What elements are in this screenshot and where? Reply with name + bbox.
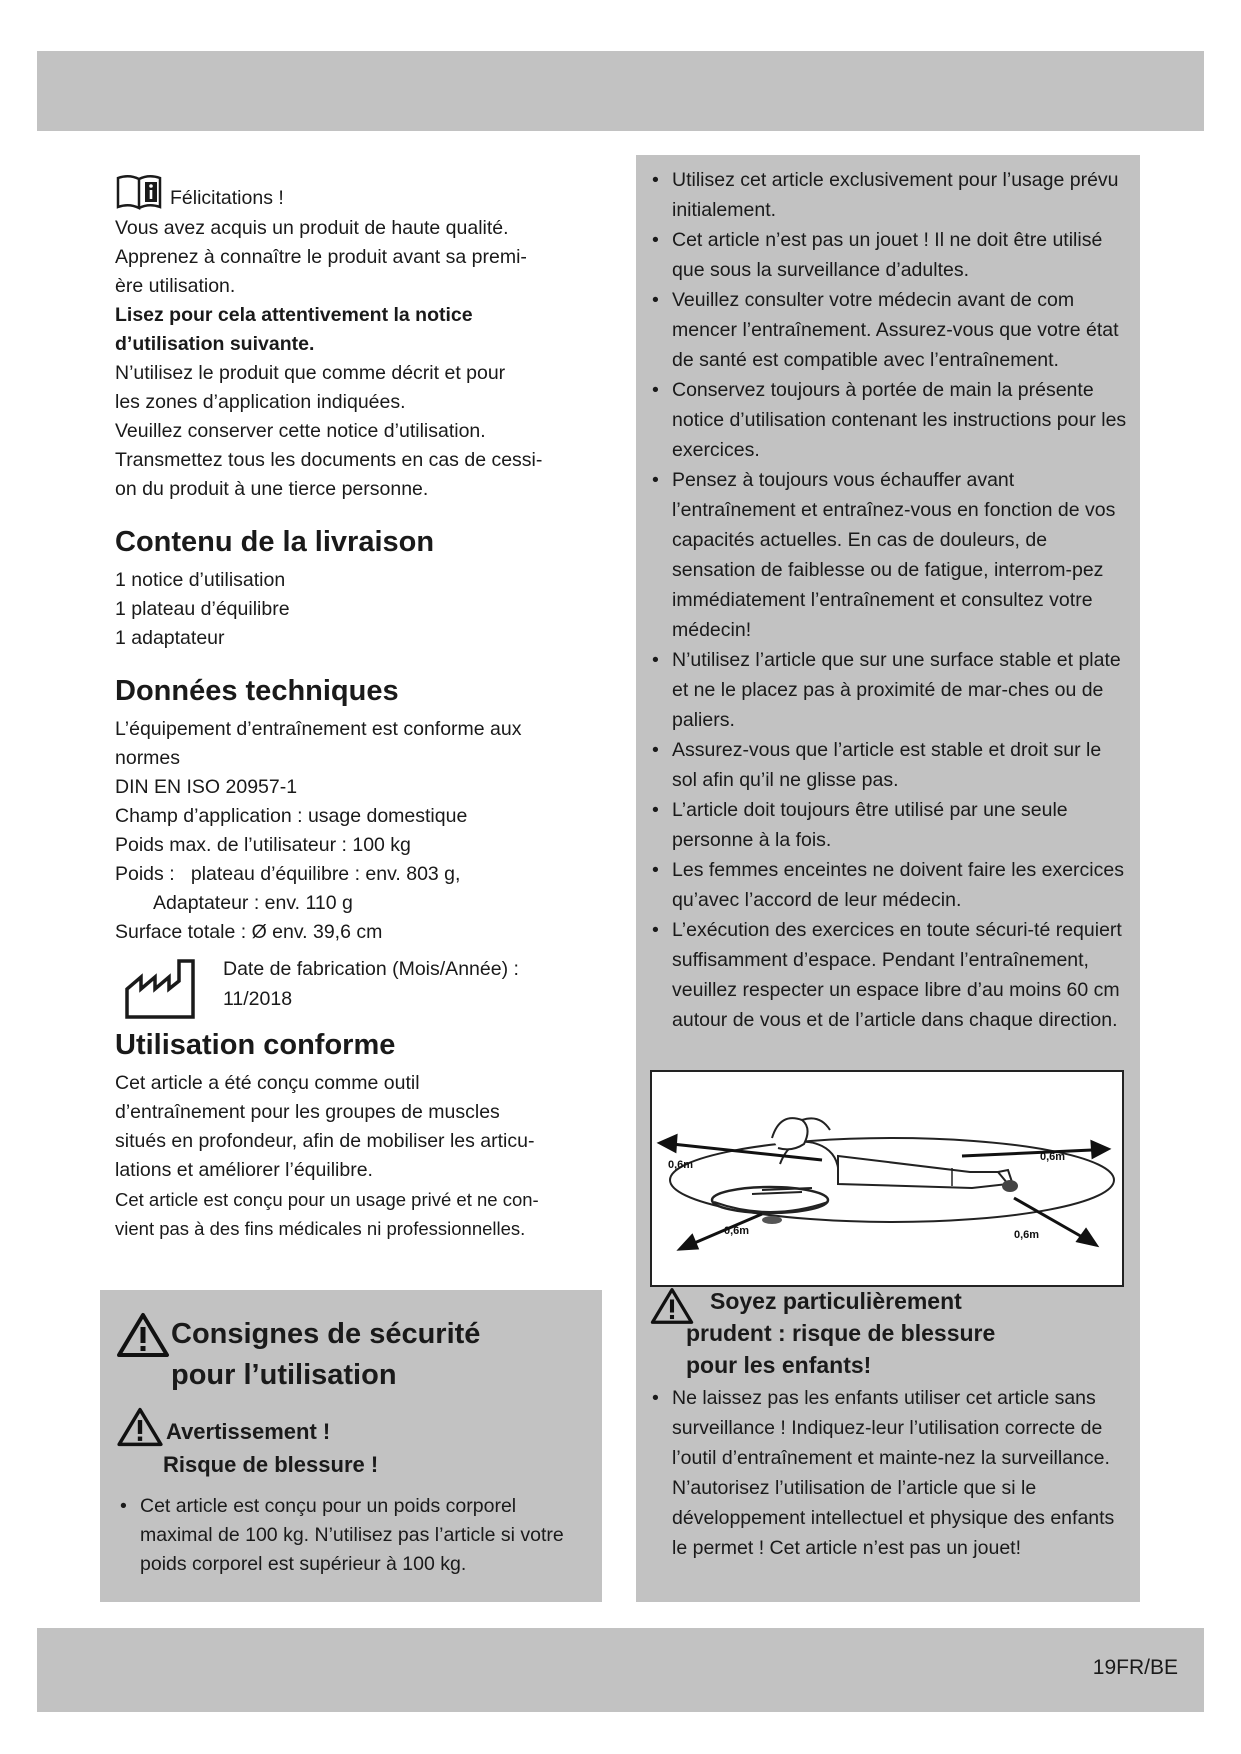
safety-heading: Consignes de sécurité	[171, 1318, 481, 1350]
technical-line: Adaptateur : env. 110 g	[153, 892, 353, 914]
technical-line: normes	[115, 747, 181, 769]
safety-heading: pour l’utilisation	[171, 1359, 397, 1391]
technical-line: Poids : plateau d’équilibre : env. 803 g,	[115, 863, 461, 885]
children-warning-title: pour les enfants!	[686, 1352, 872, 1378]
intro-line: Veuillez conserver cette notice d’utilisation.	[115, 420, 486, 442]
delivery-heading: Contenu de la livraison	[115, 526, 435, 558]
right-column-box	[636, 155, 1140, 1602]
intro-bold-line: d’utilisation suivante.	[115, 333, 315, 355]
header-band	[37, 51, 1204, 131]
intro-title-row	[115, 180, 595, 214]
intended-use-heading: Utilisation conforme	[115, 1029, 396, 1061]
delivery-item: 1 notice d’utilisation	[115, 569, 286, 591]
warning-triangle-icon	[116, 1312, 170, 1363]
intended-use-line: lations et améliorer l’équilibre.	[115, 1159, 373, 1181]
children-warning-title: prudent : risque de blessure	[686, 1320, 996, 1346]
intro-line: Apprenez à connaître le produit avant sa premi-	[115, 246, 527, 268]
technical-line: Champ d’application : usage domestique	[115, 805, 468, 827]
safety-bullet: • Utilisez cet article exclusivement pour l’usage prévu initialement.	[650, 165, 1128, 225]
safety-bullet-list	[118, 1492, 588, 1579]
delivery-item: 1 adaptateur	[115, 627, 225, 649]
warning-subtitle: Risque de blessure !	[163, 1452, 379, 1477]
illustration-label: 0,6m	[1014, 1229, 1040, 1241]
intended-use-line: Cet article a été conçu comme outil	[115, 1072, 420, 1094]
safety-instructions-list	[650, 165, 1128, 1035]
safety-box	[100, 1290, 602, 1602]
exercise-illustration	[650, 1070, 1124, 1287]
intro-line: Transmettez tous les documents en cas de cessi-	[115, 449, 543, 471]
safety-bullet: • Veuillez consulter votre médecin avant de com mencer l’entraînement. Assurez-vous que votre état de santé est compatible avec l’entraînement.	[650, 285, 1128, 375]
safety-bullet: • L’article doit toujours être utilisé par une seule personne à la fois.	[650, 795, 1128, 855]
manufacture-date-row	[115, 955, 595, 1015]
manufacture-label: Date de fabrication (Mois/Année) :	[223, 958, 519, 980]
intro-line: ère utilisation.	[115, 275, 236, 297]
warning-triangle-icon	[650, 1287, 694, 1330]
children-warning	[650, 1285, 1120, 1563]
children-bullet-list	[650, 1383, 1120, 1563]
intro-title: Félicitations !	[170, 187, 284, 209]
intended-use-line: vient pas à des fins médicales ni professionnelles.	[115, 1218, 526, 1239]
intended-use-line: d’entraînement pour les groupes de muscles	[115, 1101, 500, 1123]
intro-line: on du produit à une tierce personne.	[115, 478, 429, 500]
technical-line: Poids max. de l’utilisateur : 100 kg	[115, 834, 411, 856]
warning-title: Avertissement !	[166, 1419, 331, 1444]
safety-bullet: • Les femmes enceintes ne doivent faire les exercices qu’avec l’accord de leur médecin.	[650, 855, 1128, 915]
illustration-label: 0,6m	[668, 1159, 694, 1171]
intended-use-line: situés en profondeur, afin de mobiliser les articu-	[115, 1130, 535, 1152]
safety-bullet: • Pensez à toujours vous échauffer avant l’entraînement et entraînez-vous en fonction de vos capacités actuelles. En cas de douleurs, de sensation de faiblesse ou de fatigue, interrom-pez immédiatement l’entraînement et consultez votre médecin!	[650, 465, 1128, 645]
info-book-icon	[115, 172, 165, 217]
factory-icon	[123, 957, 197, 1026]
footer-band	[37, 1628, 1204, 1712]
safety-bullet: • Conservez toujours à portée de main la présente notice d’utilisation contenant les instructions pour les exercices.	[650, 375, 1128, 465]
manufacture-date: 11/2018	[223, 988, 293, 1010]
intro-bold-line: Lisez pour cela attentivement la notice	[115, 304, 473, 326]
illustration-label: 0,6m	[1040, 1151, 1066, 1163]
left-column	[115, 180, 595, 1243]
technical-line: L’équipement d’entraînement est conforme aux	[115, 718, 522, 740]
children-bullet: • Ne laissez pas les enfants utiliser cet article sans surveillance ! Indiquez-leur l’utilisation correcte de l’outil d’entraînement et mainte-nez la surveillance. N’autorisez l’utilisation de l’article que si le développement intellectuel et physique des enfants le permet ! Cet article n’est pas un jouet!	[650, 1383, 1120, 1563]
page-number: 19FR/BE	[1092, 1656, 1178, 1679]
children-warning-title: Soyez particulièrement	[710, 1288, 962, 1314]
technical-line: Surface totale : Ø env. 39,6 cm	[115, 921, 383, 943]
intro-line: les zones d’application indiquées.	[115, 391, 406, 413]
safety-bullet: • N’utilisez l’article que sur une surface stable et plate et ne le placez pas à proximité de mar-ches ou de paliers.	[650, 645, 1128, 735]
safety-bullet: • Cet article n’est pas un jouet ! Il ne doit être utilisé que sous la surveillance d’adultes.	[650, 225, 1128, 285]
warning-triangle-icon	[116, 1407, 164, 1452]
technical-line: DIN EN ISO 20957-1	[115, 776, 298, 798]
safety-bullet: • L’exécution des exercices en toute sécuri-té requiert suffisamment d’espace. Pendant l’entraînement, veuillez respecter un espace libre d’au moins 60 cm autour de vous et de l’article dans chaque direction.	[650, 915, 1128, 1035]
intended-use-line: Cet article est conçu pour un usage privé et ne con-	[115, 1189, 539, 1210]
technical-heading: Données techniques	[115, 675, 399, 707]
safety-bullet: • Assurez-vous que l’article est stable et droit sur le sol afin qu’il ne glisse pas.	[650, 735, 1128, 795]
delivery-item: 1 plateau d’équilibre	[115, 598, 290, 620]
intro-line: Vous avez acquis un produit de haute qualité.	[115, 217, 509, 239]
exercise-illustration-drawing	[652, 1072, 1122, 1285]
safety-bullet: • Cet article est conçu pour un poids corporel maximal de 100 kg. N’utilisez pas l’article si votre poids corporel est supérieur à 100 kg.	[118, 1492, 588, 1579]
intro-line: N’utilisez le produit que comme décrit et pour	[115, 362, 506, 384]
illustration-label: 0,6m	[724, 1225, 750, 1237]
